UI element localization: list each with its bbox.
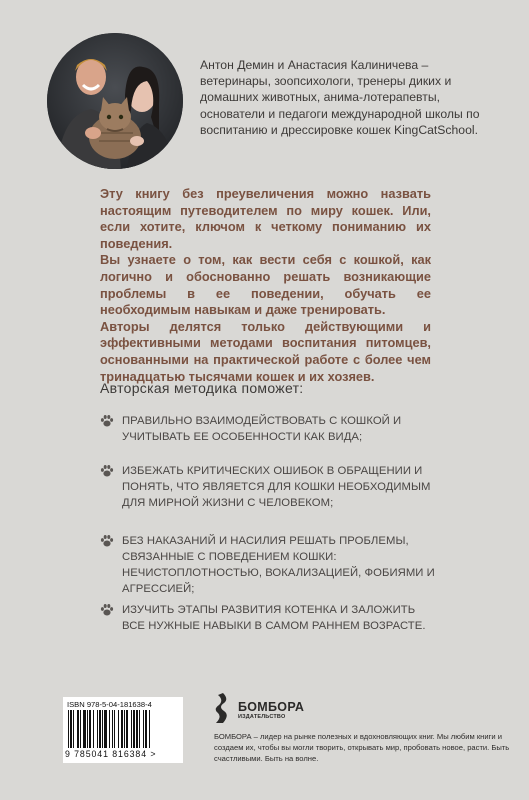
description-paragraph: Авторы делятся только действующими и эффективными методами воспитания питомцев, основанными на практической работе с более чем тринадцатью тысячами кошек и их хозяев. — [100, 318, 431, 384]
barcode-bar — [99, 710, 101, 748]
barcode-bar — [133, 710, 135, 748]
benefit-text: ПРАВИЛЬНО ВЗАИМОДЕЙСТВОВАТЬ С КОШКОЙ И УЧИТЫВАТЬ ЕЕ ОСОБЕННОСТИ КАК ВИДА; — [122, 415, 402, 443]
barcode-bar — [97, 710, 98, 748]
barcode-bar — [124, 710, 125, 748]
benefit-text: БЕЗ НАКАЗАНИЙ И НАСИЛИЯ РЕШАТЬ ПРОБЛЕМЫ, СВЯЗАННЫЕ С ПОВЕДЕНИЕМ КОШКИ: НЕЧИСТОПЛОТНОСТЬЮ, ВОКАЛИЗАЦИЕЙ, ФОБИЯМИ И АГРЕССИЕЙ; — [122, 535, 435, 595]
barcode-digits: 9 785041 816384 > — [65, 749, 157, 759]
barcode-bar — [109, 710, 110, 748]
publisher-logo — [214, 693, 324, 727]
barcode-bar — [102, 710, 103, 748]
publisher-name: БОМБОРА — [238, 700, 305, 714]
barcode-bar — [77, 710, 79, 748]
barcode-bar — [136, 710, 138, 748]
barcode-bar — [112, 710, 113, 748]
book-description — [100, 186, 431, 385]
description-paragraph: Вы узнаете о том, как вести себя с кошкой, как логично и обоснованно решать возникающие проблемы в ее поведении, обучать ее необходимым навыкам и даже тренировать. — [100, 252, 431, 318]
paw-icon — [100, 464, 114, 478]
barcode-bar — [114, 710, 115, 748]
barcode-bar — [70, 710, 72, 748]
paw-icon — [100, 534, 114, 548]
barcode-bar — [145, 710, 147, 748]
barcode-bar — [143, 710, 144, 748]
barcode — [63, 697, 183, 763]
barcode-bar — [131, 710, 132, 748]
description-paragraph: Эту книгу без преувеличения можно назвать настоящим путеводителем по миру кошек. Или, если хотите, ключом к четкому пониманию их поведения. — [100, 186, 431, 251]
barcode-bar — [87, 710, 88, 748]
benefit-text: ИЗУЧИТЬ ЭТАПЫ РАЗВИТИЯ КОТЕНКА И ЗАЛОЖИТЬ ВСЕ НУЖНЫЕ НАВЫКИ В САМОМ РАННЕМ ВОЗРАСТЕ. — [122, 604, 426, 632]
barcode-bar — [73, 710, 74, 748]
benefit-text: ИЗБЕЖАТЬ КРИТИЧЕСКИХ ОШИБОК В ОБРАЩЕНИИ И ПОНЯТЬ, ЧТО ЯВЛЯЕТСЯ ДЛЯ КОШКИ НЕОБХОДИМЫМ ДЛЯ МИРНОЙ ЖИЗНИ С ЧЕЛОВЕКОМ; — [122, 465, 431, 509]
barcode-bar — [126, 710, 128, 748]
paw-icon — [100, 414, 114, 428]
barcode-bar — [118, 710, 119, 748]
method-heading: Авторская методика поможет: — [100, 380, 304, 396]
barcode-bar — [89, 710, 91, 748]
barcode-bar — [104, 710, 107, 748]
barcode-bar — [149, 710, 150, 748]
barcode-bars — [68, 710, 178, 748]
isbn-label: ISBN 978-5-04-181638-4 — [67, 700, 152, 709]
barcode-bar — [83, 710, 86, 748]
authors-photo — [47, 33, 183, 169]
publisher-description: БОМБОРА – лидер на рынке полезных и вдохновляющих книг. Мы любим книги и создаем их, чтобы вы могли творить, открывать мир, пробовать новое, расти. Быть счастливыми. Быть на волне. — [214, 732, 510, 763]
barcode-bar — [80, 710, 81, 748]
bombora-wave-icon — [214, 693, 232, 723]
publisher-subtitle: ИЗДАТЕЛЬСТВО — [238, 714, 286, 720]
authors-bio: Антон Демин и Анастасия Калиничева – ветеринары, зоопсихологи, тренеры диких и домашних животных, анима-лотерапевты, основатели и педагоги международной школы по воспитанию и дрессировке кошек KingCatSchool. — [200, 58, 480, 137]
barcode-bar — [68, 710, 69, 748]
barcode-bar — [93, 710, 94, 748]
paw-icon — [100, 603, 114, 617]
barcode-bar — [139, 710, 140, 748]
barcode-bar — [121, 710, 123, 748]
